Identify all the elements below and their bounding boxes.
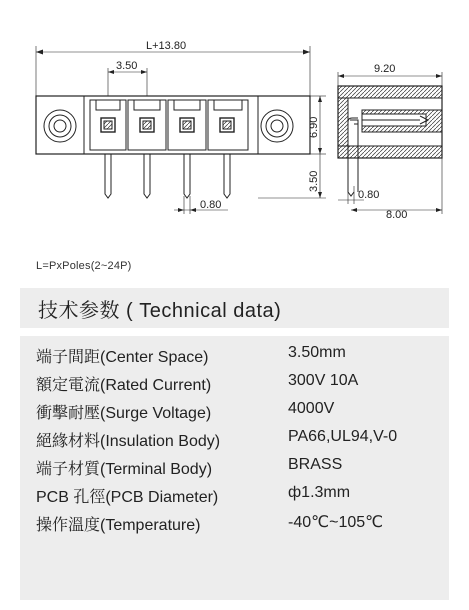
spec-value: BRASS xyxy=(288,456,343,473)
side-view xyxy=(338,63,442,221)
spec-label: 端子材質(Terminal Body) xyxy=(36,461,213,478)
side-width-dimension-label: 9.20 xyxy=(374,63,396,75)
height-dimension-label: 6.90 xyxy=(308,116,320,138)
spec-row xyxy=(20,372,449,396)
spec-label: 衝擊耐壓(Surge Voltage) xyxy=(36,405,212,422)
spec-label: 額定電流(Rated Current) xyxy=(36,377,212,394)
spec-value: 300V 10A xyxy=(288,372,359,389)
spec-label: PCB 孔徑(PCB Diameter) xyxy=(36,489,219,506)
spec-value: PA66,UL94,V-0 xyxy=(288,428,398,445)
spec-value: ф1.3mm xyxy=(288,484,351,501)
terminal-cells xyxy=(90,100,248,150)
spec-label: 絕緣材料(Insulation Body) xyxy=(36,433,221,450)
side-pin-dimension-label: 0.80 xyxy=(358,189,380,201)
spec-label: 端子間距(Center Space) xyxy=(36,349,209,366)
front-view xyxy=(36,40,326,214)
pins xyxy=(105,154,230,198)
technical-drawing xyxy=(0,0,469,235)
length-formula: L=PxPoles(2~24P) xyxy=(36,260,132,272)
spec-value: 4000V xyxy=(288,400,335,417)
spec-row xyxy=(20,484,449,508)
spec-row xyxy=(20,512,449,536)
spec-row xyxy=(20,344,449,368)
spec-row xyxy=(20,428,449,452)
side-bottom-dimension-label: 8.00 xyxy=(386,209,408,221)
overall-dimension-label: L+13.80 xyxy=(146,40,187,52)
spec-value: -40℃~105℃ xyxy=(288,514,384,531)
spec-panel xyxy=(20,336,449,600)
spec-value: 3.50mm xyxy=(288,344,346,361)
spec-label: 操作溫度(Temperature) xyxy=(36,517,201,534)
pin-length-dimension-label: 3.50 xyxy=(308,170,320,192)
spec-row xyxy=(20,400,449,424)
pin-width-dimension-label: 0.80 xyxy=(200,199,222,211)
section-title: 技术参数 ( Technical data) xyxy=(38,299,282,322)
pitch-dimension-label: 3.50 xyxy=(116,60,138,72)
spec-row xyxy=(20,456,449,480)
section-header xyxy=(20,288,449,328)
